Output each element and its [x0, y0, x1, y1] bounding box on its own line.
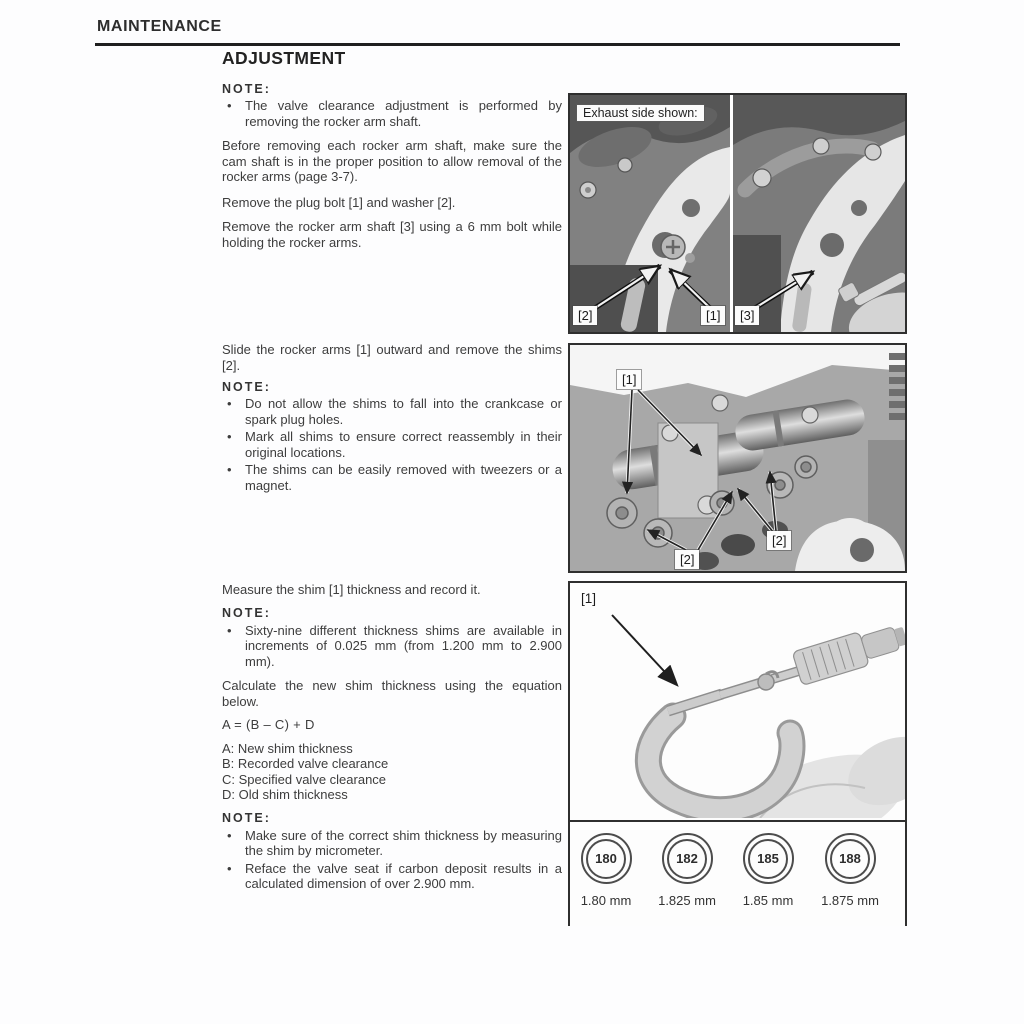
- shim-size-label: 1.875 mm: [821, 893, 879, 908]
- paragraph: Slide the rocker arms [1] outward and remove the shims [2].: [222, 342, 562, 373]
- shim-number: 180: [595, 851, 617, 866]
- micrometer-illustration: [570, 583, 905, 818]
- engine-photo-illustration: [570, 95, 905, 332]
- paragraph: Calculate the new shim thickness using the equation below.: [222, 678, 562, 709]
- paragraph: Before removing each rocker arm shaft, make sure the cam shaft is in the proper position to allow removal of the rocker arms (page 3-7).: [222, 138, 562, 184]
- note-bullet: • Mark all shims to ensure correct reassembly in their original locations.: [222, 429, 562, 460]
- shim-size-label: 1.85 mm: [742, 893, 794, 908]
- shim-circle: [581, 833, 632, 884]
- text-column: [222, 82, 562, 892]
- shim-number: 188: [839, 851, 861, 866]
- figure-rocker-arm-removal: [568, 93, 907, 334]
- shim-item: [652, 833, 722, 908]
- shim-item: [733, 833, 803, 908]
- shim-circle: [825, 833, 876, 884]
- part-label-1: [1]: [701, 306, 725, 325]
- legend-line: C: Specified valve clearance: [222, 771, 387, 787]
- bullet-dot-icon: •: [227, 622, 232, 638]
- equation-legend: [222, 741, 562, 803]
- shim-number: 185: [757, 851, 779, 866]
- note-label: NOTE:: [222, 810, 271, 825]
- note-bullet: • Sixty-nine different thickness shims are available in increments of 0.025 mm (from 1.200 mm to 2.900 mm).: [222, 623, 562, 670]
- figure-shim-measurement: [568, 581, 907, 926]
- paragraph: Remove the rocker arm shaft [3] using a 6 mm bolt while holding the rocker arms.: [222, 219, 562, 250]
- figure-shim-location: [568, 343, 907, 573]
- shim-equation: A = (B – C) + D: [222, 717, 315, 732]
- note-label: NOTE:: [222, 82, 271, 96]
- part-label-3: [3]: [735, 306, 759, 325]
- note-bullet: • Reface the valve seat if carbon deposit results in a calculated dimension of over 2.900 mm.: [222, 861, 562, 892]
- part-label-2: [2]: [573, 306, 597, 325]
- note-bullet: • Make sure of the correct shim thickness by measuring the shim by micrometer.: [222, 828, 562, 859]
- note-bullet: • Do not allow the shims to fall into the crankcase or spark plug holes.: [222, 396, 562, 427]
- part-label-1: [1]: [617, 370, 641, 389]
- bullet-dot-icon: •: [227, 462, 232, 477]
- header-rule: [95, 43, 900, 46]
- bullet-dot-icon: •: [227, 860, 232, 876]
- shim-size-label: 1.80 mm: [580, 893, 632, 908]
- bullet-dot-icon: •: [227, 429, 232, 444]
- bullet-dot-icon: •: [227, 827, 232, 843]
- legend-line: A: New shim thickness: [222, 740, 353, 756]
- section-title: ADJUSTMENT: [222, 48, 346, 68]
- shim-circle: [662, 833, 713, 884]
- shim-item: [815, 833, 885, 908]
- shim-size-chart: [570, 820, 905, 926]
- bullet-dot-icon: •: [227, 396, 232, 411]
- bullet-dot-icon: •: [227, 98, 232, 113]
- note-bullet: • The valve clearance adjustment is performed by removing the rocker arm shaft.: [222, 98, 562, 129]
- legend-line: D: Old shim thickness: [222, 787, 348, 802]
- note-label: NOTE:: [222, 380, 271, 394]
- part-label-2: [2]: [675, 550, 699, 569]
- shim-number: 182: [676, 851, 698, 866]
- paragraph: Measure the shim [1] thickness and record it.: [222, 582, 481, 597]
- part-label-1: [1]: [581, 591, 597, 606]
- part-label-2: [2]: [767, 531, 791, 550]
- legend-line: B: Recorded valve clearance: [222, 756, 389, 771]
- paragraph: Remove the plug bolt [1] and washer [2].: [222, 194, 456, 210]
- page-header-title: MAINTENANCE: [97, 18, 222, 35]
- shim-circle: [743, 833, 794, 884]
- figure-caption: Exhaust side shown:: [576, 104, 705, 122]
- shim-item: [571, 833, 641, 908]
- note-label: NOTE:: [222, 605, 271, 620]
- note-bullet: • The shims can be easily removed with tweezers or a magnet.: [222, 462, 562, 493]
- shim-size-label: 1.825 mm: [658, 893, 716, 908]
